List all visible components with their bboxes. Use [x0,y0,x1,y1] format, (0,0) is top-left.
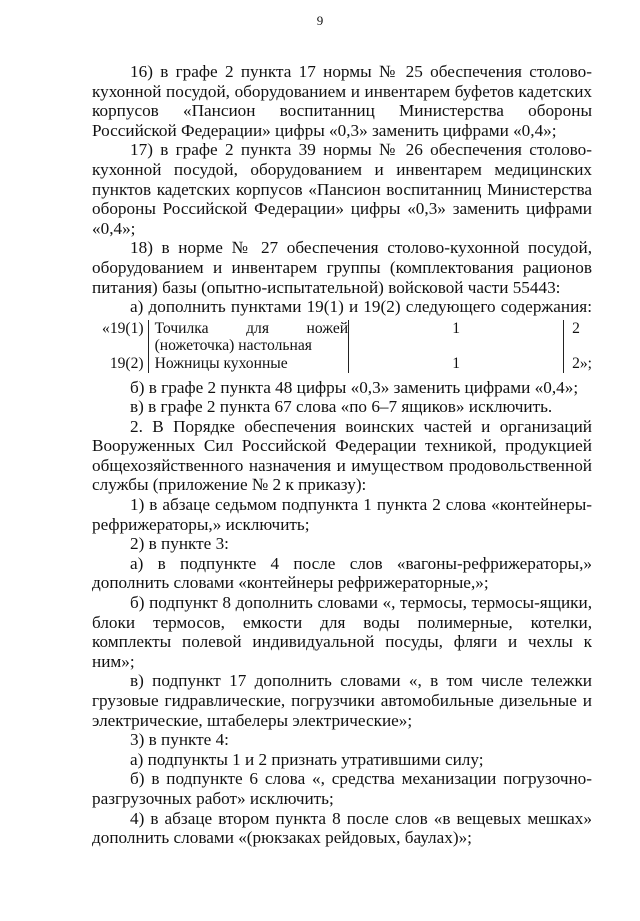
item-quantity-cell: 1 [349,355,564,373]
item-name-cell: Точилка для ножей (ножеточка) настольная [148,320,349,355]
paragraph-subitem-b: б) в графе 2 пункта 48 цифры «0,3» заменить цифрами «0,4»; [130,377,579,397]
paragraph-item-17: 17) в графе 2 пункта 39 нормы № 26 обеспечения столово-кухонной посудой, оборудованием и инвентарем медицинских пунктов кадетских корпусов «Пансион воспитанниц Министерства обороны Российской Федерации» цифры «0,3» заменить цифрами «0,4»; [92,140,592,238]
paragraph-item-2: 2) в пункте 3: [130,534,229,554]
table-row [92,320,592,355]
document-body [92,62,592,848]
paragraph-subitem-b: б) подпункт 8 дополнить словами «, термосы, термосы-ящики, блоки термосов, емкости для воды полимерные, котелки, комплекты полевой индивидуальной посуды, фляги и чехлы к ним»; [92,593,592,671]
paragraph-subitem-b: б) в подпункте 6 слова «, средства механизации погрузочно-разгрузочных работ» исключить; [92,769,592,808]
paragraph-item-3: 3) в пункте 4: [130,730,229,750]
page-number: 9 [316,13,324,28]
paragraph-subitem-a: а) дополнить пунктами 19(1) и 19(2) следующего содержания: [130,297,592,317]
paragraph-item-18: 18) в норме № 27 обеспечения столово-кухонной посудой, оборудованием и инвентарем группы (комплектования рационов питания) базы (опытно-испытательной) войсковой части 55443: [92,238,592,297]
paragraph-subitem-v: в) в графе 2 пункта 67 слова «по 6–7 ящиков» исключить. [130,397,553,417]
paragraph-item-16: 16) в графе 2 пункта 17 нормы № 25 обеспечения столово-кухонной посудой, оборудованием и инвентарем буфетов кадетских корпусов «Пансион воспитанниц Министерства обороны Российской Федерации» цифры «0,3» заменить цифрами «0,4»; [92,62,592,140]
item-number-cell: «19(1) [102,319,144,337]
paragraph-subitem-v: в) подпункт 17 дополнить словами «, в том числе тележки грузовые гидравлические, погрузчики автомобильные дизельные и электрические, штабелеры электрические»; [92,671,592,730]
item-quantity-cell: 2 [572,319,580,337]
paragraph-item-4: 4) в абзаце втором пункта 8 после слов «в вещевых мешках» дополнить словами «(рюкзаках рейдовых, баулах)»; [92,808,592,848]
table-row [92,355,592,373]
paragraph-subitem-a: а) подпункты 1 и 2 признать утратившими силу; [130,749,484,769]
item-number-cell: 19(2) [109,354,144,372]
item-quantity-cell: 1 [349,320,564,355]
paragraph-section-2: 2. В Порядке обеспечения воинских частей и организаций Вооруженных Сил Российской Федерации техникой, продукцией общехозяйственного назначения и имуществом продовольственной службы (приложение № 2 к приказу): [92,416,592,495]
item-quantity-cell: 2»; [572,354,592,372]
norm-items-table [92,320,592,373]
paragraph-subitem-a: а) в подпункте 4 после слов «вагоны-рефрижераторы,» дополнить словами «контейнеры рефрижераторные,»; [92,553,592,593]
paragraph-item-1: 1) в абзаце седьмом подпункта 1 пункта 2 слова «контейнеры-рефрижераторы,» исключить; [92,495,592,534]
item-name-cell: Ножницы кухонные [148,355,349,373]
